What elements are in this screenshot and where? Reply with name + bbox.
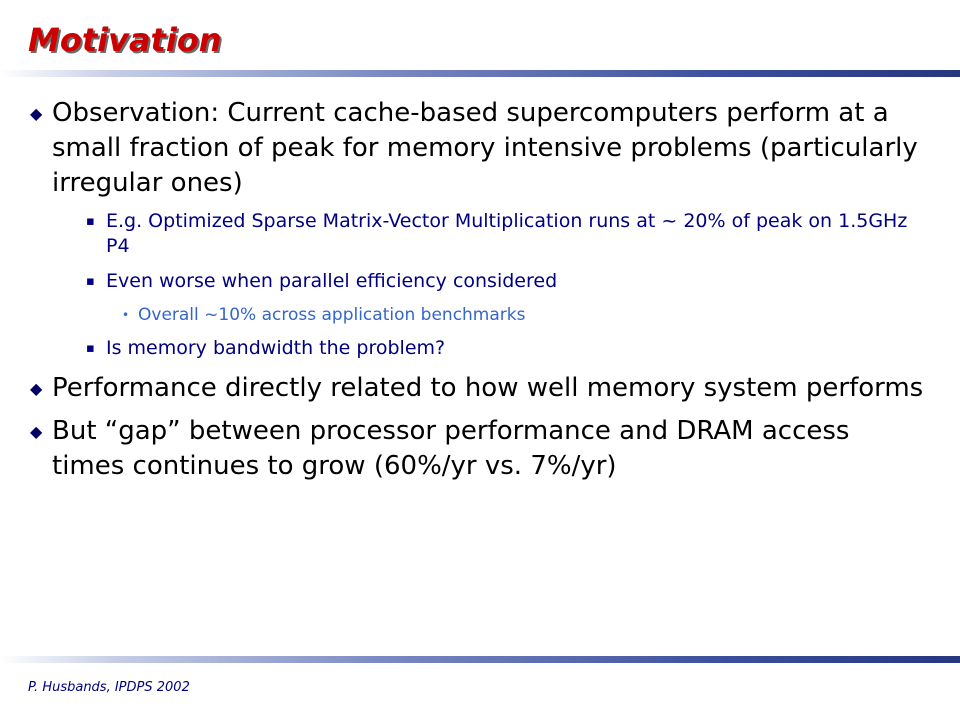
bullet-text: E.g. Optimized Sparse Matrix-Vector Multiplication runs at ~ 20% of peak on 1.5GHz P4 — [106, 210, 908, 257]
bullet-gap — [30, 414, 930, 484]
diamond-bullet-icon: ◆ — [30, 422, 43, 441]
subsubbullet-overall — [122, 304, 930, 326]
footer-divider — [0, 656, 960, 663]
footer-credit: P. Husbands, IPDPS 2002 — [28, 680, 190, 695]
subbullet-bandwidth — [86, 336, 930, 361]
bullet-text: Performance directly related to how well memory system performs — [52, 373, 924, 403]
diamond-bullet-icon: ◆ — [30, 104, 43, 123]
slide-title: Motivation — [28, 21, 222, 59]
subbullet-parallel — [86, 269, 930, 294]
title-divider — [0, 70, 960, 77]
square-bullet-icon: ▪ — [86, 274, 95, 289]
bullet-text: But “gap” between processor performance and DRAM access times continues to grow (60%/yr vs. 7%/yr) — [52, 416, 850, 481]
bullet-performance — [30, 371, 930, 406]
diamond-bullet-icon: ◆ — [30, 379, 43, 398]
square-bullet-icon: ▪ — [86, 341, 95, 356]
bullet-text: Observation: Current cache-based supercomputers perform at a small fraction of peak for memory intensive problems (particularly irregular ones) — [52, 98, 918, 198]
subbullet-spmv — [86, 209, 930, 259]
bullet-observation — [30, 96, 930, 201]
square-bullet-icon: ▪ — [86, 214, 95, 229]
bullet-text: Overall ~10% across application benchmarks — [138, 305, 526, 325]
bullet-text: Even worse when parallel efficiency considered — [106, 270, 558, 292]
dot-bullet-icon: • — [122, 308, 130, 322]
slide-content — [30, 96, 930, 492]
bullet-text: Is memory bandwidth the problem? — [106, 337, 446, 359]
